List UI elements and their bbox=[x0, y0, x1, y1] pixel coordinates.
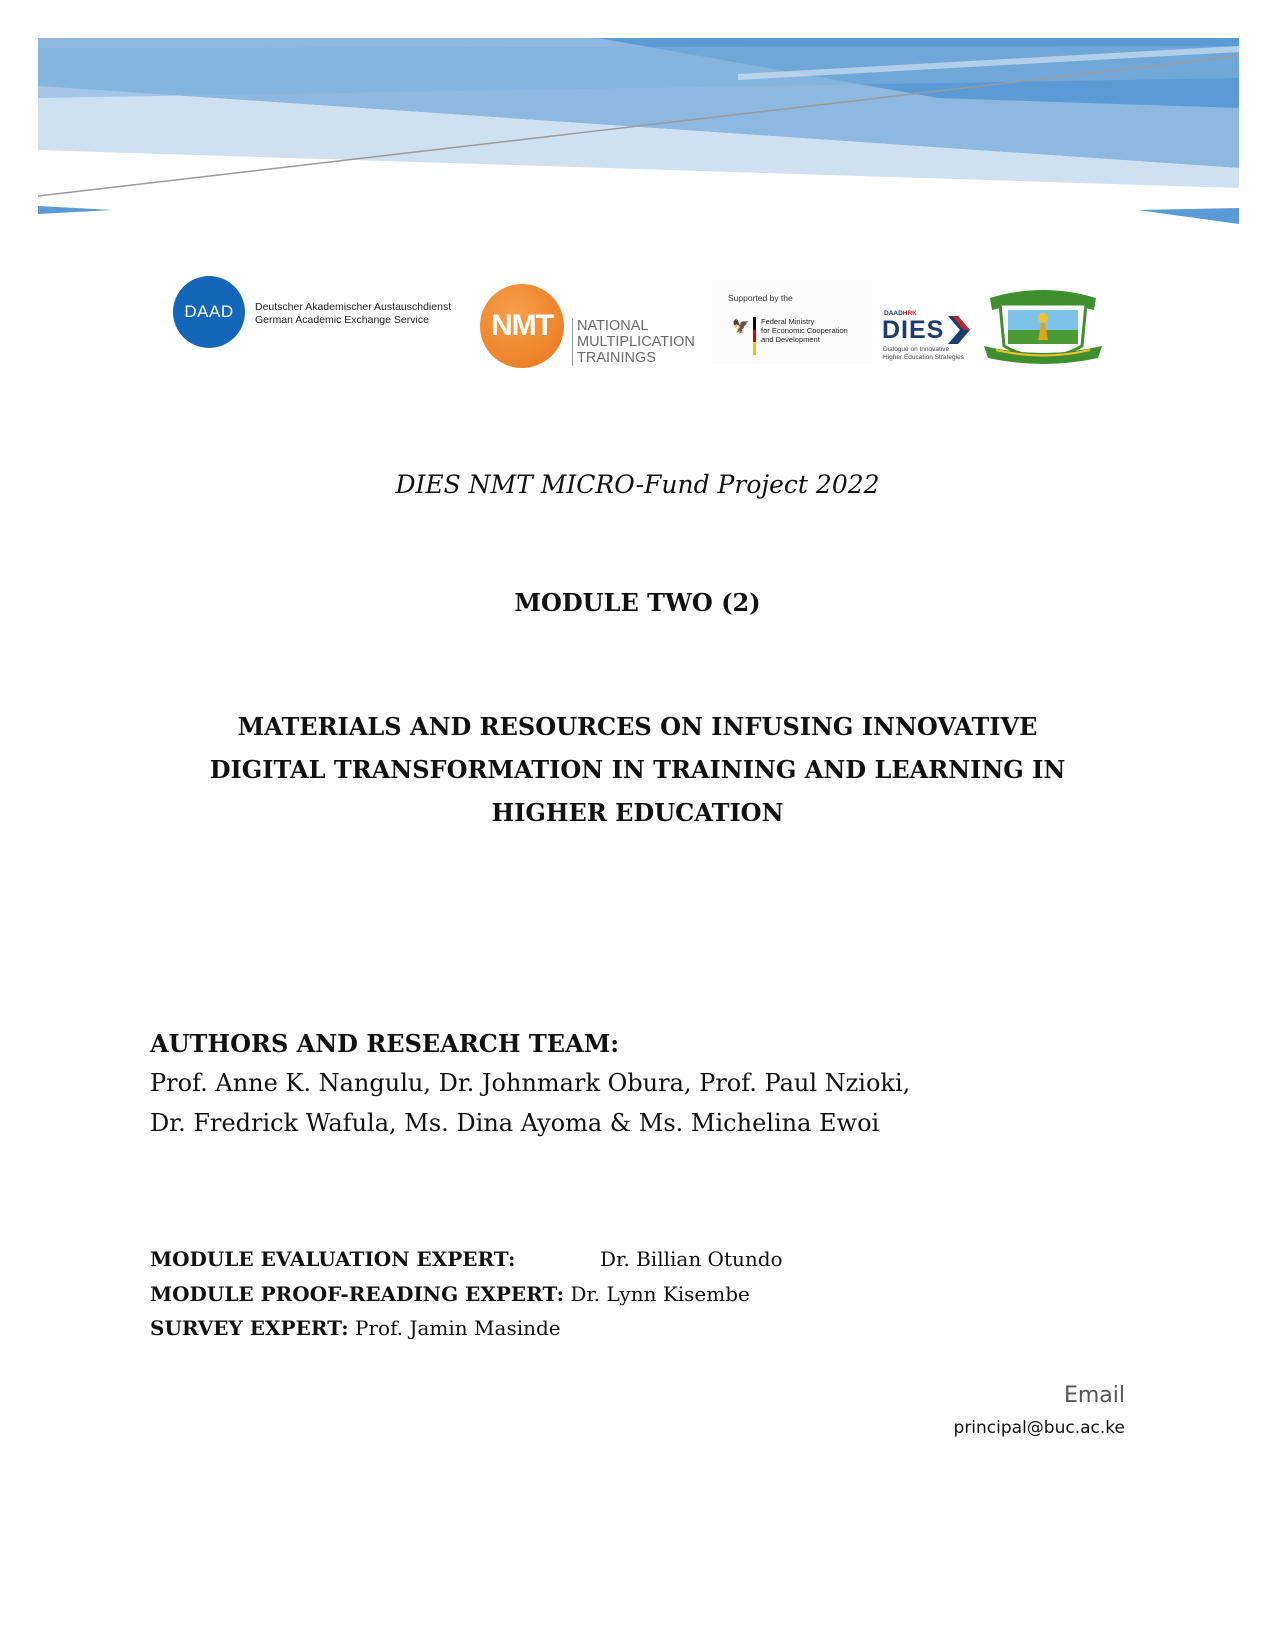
survey-expert bbox=[150, 1316, 561, 1340]
dies-subtitle bbox=[883, 346, 964, 362]
nmt-line-2: MULTIPLICATION bbox=[577, 334, 695, 350]
survey-expert-label: SURVEY EXPERT: bbox=[150, 1316, 349, 1340]
header-banner bbox=[38, 38, 1239, 224]
german-flag-bar bbox=[753, 317, 756, 355]
university-seal-logo bbox=[982, 288, 1104, 368]
bmz-line-3: and Development bbox=[761, 335, 820, 344]
evaluation-expert-name: Dr. Billian Otundo bbox=[600, 1247, 783, 1271]
main-title-line-2: DIGITAL TRANSFORMATION IN TRAINING AND LEARNING IN bbox=[209, 755, 1066, 784]
module-title: MODULE TWO (2) bbox=[514, 588, 761, 617]
daad-logo-mark: DAAD bbox=[184, 302, 234, 321]
daad-logo-text bbox=[255, 301, 451, 327]
authors-line-1: Prof. Anne K. Nangulu, Dr. Johnmark Obura, Prof. Paul Nzioki, bbox=[150, 1069, 911, 1097]
dies-hrk: HRK bbox=[902, 310, 917, 317]
chevron-right-icon bbox=[946, 314, 972, 346]
proofreading-expert-name: Dr. Lynn Kisembe bbox=[570, 1282, 750, 1306]
survey-expert-name: Prof. Jamin Masinde bbox=[355, 1316, 561, 1340]
bmz-supported-text: Supported by the bbox=[728, 293, 793, 303]
partner-logos bbox=[0, 268, 1275, 378]
bmz-name bbox=[761, 317, 848, 344]
main-title-line-3: HIGHER EDUCATION bbox=[491, 798, 784, 827]
daad-logo bbox=[173, 276, 245, 348]
project-title: DIES NMT MICRO-Fund Project 2022 bbox=[395, 470, 880, 499]
email-label: Email bbox=[1063, 1383, 1125, 1408]
authors-heading: AUTHORS AND RESEARCH TEAM: bbox=[150, 1029, 620, 1058]
proofreading-expert-label: MODULE PROOF-READING EXPERT: bbox=[150, 1282, 564, 1306]
email-link[interactable]: principal@buc.ac.ke bbox=[953, 1418, 1125, 1438]
dies-sub-2: Higher Education Strategies bbox=[883, 354, 964, 361]
nmt-line-3: TRAININGS bbox=[577, 350, 656, 366]
bmz-line-2: for Economic Cooperation bbox=[761, 326, 848, 335]
main-title bbox=[150, 705, 1125, 834]
dies-daad: DAAD bbox=[884, 310, 903, 317]
authors-line-2: Dr. Fredrick Wafula, Ms. Dina Ayoma & Ms. Michelina Ewoi bbox=[150, 1109, 880, 1137]
nmt-line-1: NATIONAL bbox=[577, 318, 649, 334]
daad-name-en: German Academic Exchange Service bbox=[255, 314, 429, 326]
dies-logo-word: DIES bbox=[882, 316, 945, 344]
evaluation-expert bbox=[150, 1247, 783, 1271]
eagle-icon: 🦅 bbox=[732, 319, 750, 335]
nmt-logo bbox=[480, 284, 564, 368]
daad-name-de: Deutscher Akademischer Austauschdienst bbox=[255, 301, 452, 313]
nmt-logo-mark: NMT bbox=[491, 309, 553, 342]
main-title-line-1: MATERIALS AND RESOURCES ON INFUSING INNOVATIVE bbox=[237, 712, 1038, 741]
nmt-logo-text bbox=[572, 318, 695, 366]
evaluation-expert-label: MODULE EVALUATION EXPERT: bbox=[150, 1247, 516, 1271]
proofreading-expert bbox=[150, 1282, 750, 1306]
dies-sub-1: Dialogue on Innovative bbox=[883, 346, 950, 353]
bmz-line-1: Federal Ministry bbox=[761, 317, 815, 326]
